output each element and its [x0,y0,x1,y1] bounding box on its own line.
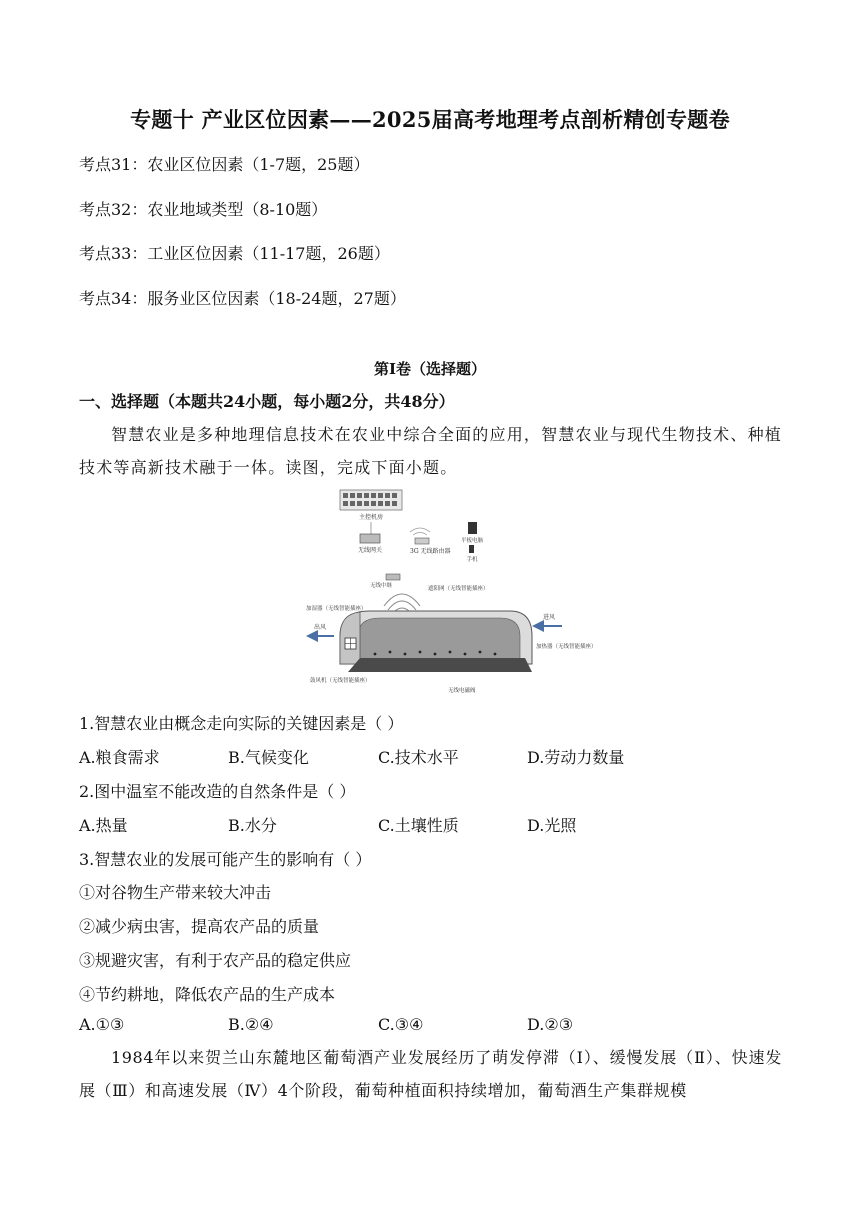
question-stem: 1.智慧农业由概念走向实际的关键因素是（ ） [79,714,404,733]
kaodian-line: 考点31：农业区位因素（1-7题，25题） [79,155,370,174]
label-fan: 鼓风机（无线智能插座） [310,678,371,684]
option: A.热量 [79,816,128,835]
option: B.气候变化 [228,748,309,767]
greenhouse-figure [300,486,597,696]
option: C.③④ [378,1015,424,1034]
phone-icon [469,545,474,553]
option: B.水分 [228,816,277,835]
kaodian-line: 考点32：农业地域类型（8-10题） [79,200,328,219]
kaodian-line: 考点34：服务业区位因素（18-24题，27题） [79,289,406,308]
option: A.粮食需求 [79,748,160,767]
relay-icon [386,574,400,580]
control-room-icon [340,490,402,510]
label-router: 3G 无线路由器 [410,548,451,555]
option: D.劳动力数量 [527,748,625,767]
label-gateway: 无线网关 [357,547,383,554]
label-relay: 无线中继 [370,583,393,589]
option: B.②④ [228,1015,274,1034]
label-shade: 遮阳网（无线智能插座） [428,586,489,592]
question-stem: 2.图中温室不能改造的自然条件是（ ） [79,782,356,801]
statement: ④节约耕地，降低农产品的生产成本 [79,985,336,1004]
option: D.②③ [527,1015,574,1034]
section-title: 第Ⅰ卷（选择题） [373,360,487,378]
label-heater: 加热器（无线智能插座） [536,644,597,650]
kaodian-line: 考点33：工业区位因素（11-17题，26题） [79,244,390,263]
label-valve: 无线电磁阀 [448,688,476,694]
document-title: 专题十 产业区位因素——2025届高考地理考点剖析精创专题卷 [130,107,730,132]
router-icon [415,538,429,544]
tablet-icon [468,522,477,534]
intro-paragraph-1: 智慧农业是多种地理信息技术在农业中综合全面的应用，智慧农业与现代生物技术、种植技术等高新技术融于一体。读图，完成下面小题。 [79,425,782,477]
intro-paragraph-2: 1984年以来贺兰山东麓地区葡萄酒产业发展经历了萌发停滞（Ⅰ）、缓慢发展（Ⅱ）、快速发展（Ⅲ）和高速发展（Ⅳ）4个阶段，葡萄种植面积持续增加，葡萄酒生产集群规模 [79,1048,782,1100]
label-air-in: 进风 [543,614,556,621]
label-air-out: 出风 [314,624,327,631]
gateway-icon [360,534,380,543]
statement: ③规避灾害，有利于农产品的稳定供应 [79,951,352,970]
label-humidifier: 加湿器（无线智能插座） [306,606,367,612]
statement: ②减少病虫害，提高农产品的质量 [79,917,320,936]
statement: ①对谷物生产带来较大冲击 [79,883,272,902]
label-control: 主控机房 [358,514,384,521]
option: C.技术水平 [378,748,459,767]
option: A.①③ [79,1015,125,1034]
question-stem: 3.智慧农业的发展可能产生的影响有（ ） [79,850,372,869]
label-tablet: 平板电脑 [460,538,484,544]
part-title: 一、选择题（本题共24小题，每小题2分，共48分） [79,392,455,411]
greenhouse-icon [340,611,532,672]
label-phone: 手机 [466,557,478,563]
option: D.光照 [527,816,577,835]
option: C.土壤性质 [378,816,459,835]
